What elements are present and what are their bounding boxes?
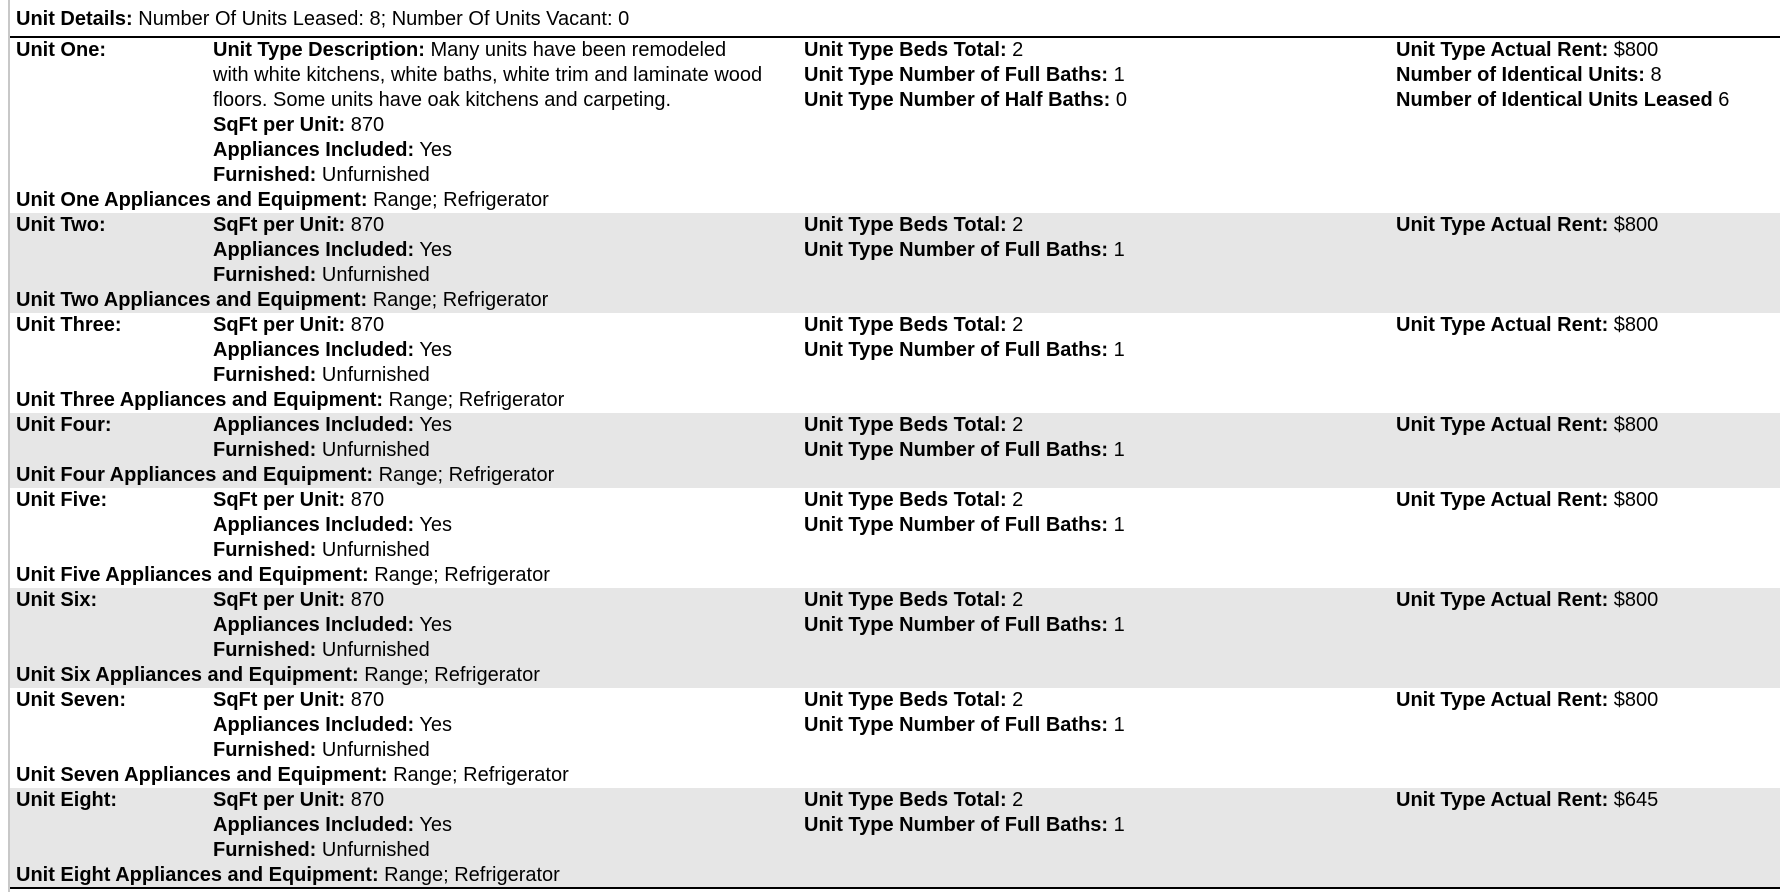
rent-value: $800: [1613, 39, 1659, 61]
sqft-line: [213, 688, 803, 713]
rent-line: [1396, 38, 1729, 63]
equipment-label: Unit Four Appliances and Equipment:: [16, 464, 374, 486]
rent-label: Unit Type Actual Rent:: [1396, 414, 1609, 436]
furnished-value: Unfurnished: [321, 264, 430, 286]
furnished-label: Furnished:: [213, 264, 317, 286]
appliances-line: [213, 338, 803, 363]
equipment-value: Range; Refrigerator: [388, 389, 565, 411]
unit-name: Unit Five:: [16, 489, 108, 511]
full-baths-label: Unit Type Number of Full Baths:: [804, 814, 1109, 836]
beds-label: Unit Type Beds Total:: [804, 414, 1007, 436]
furnished-line: [213, 363, 803, 388]
beds-label: Unit Type Beds Total:: [804, 789, 1007, 811]
bottom-divider: [10, 887, 1780, 889]
furnished-value: Unfurnished: [321, 739, 430, 761]
sqft-label: SqFt per Unit:: [213, 114, 346, 136]
full-baths-value: 1: [1113, 614, 1125, 636]
half-baths-label: Unit Type Number of Half Baths:: [804, 89, 1111, 111]
rent-value: $800: [1613, 689, 1659, 711]
rent-value: $800: [1613, 489, 1659, 511]
equipment-line: [10, 463, 1780, 488]
equipment-line: [10, 763, 1780, 788]
furnished-value: Unfurnished: [321, 364, 430, 386]
sqft-label: SqFt per Unit:: [213, 214, 346, 236]
equipment-label: Unit Eight Appliances and Equipment:: [16, 864, 379, 886]
full-baths-value: 1: [1113, 239, 1125, 261]
appliances-value: Yes: [419, 714, 452, 736]
beds-line: [804, 788, 1125, 813]
unit-details-text: Number Of Units Leased: 8; Number Of Units Vacant: 0: [138, 8, 630, 30]
beds-label: Unit Type Beds Total:: [804, 589, 1007, 611]
furnished-value: Unfurnished: [321, 639, 430, 661]
equipment-line: [10, 663, 1780, 688]
appliances-line: [213, 413, 803, 438]
rent-value: $645: [1613, 789, 1659, 811]
full-baths-line: [804, 238, 1125, 263]
sqft-line: [213, 313, 803, 338]
equipment-label: Unit Two Appliances and Equipment:: [16, 289, 368, 311]
unit-block-2: [10, 213, 1780, 313]
beds-label: Unit Type Beds Total:: [804, 489, 1007, 511]
sqft-value: 870: [350, 689, 385, 711]
appliances-value: Yes: [419, 414, 452, 436]
sqft-value: 870: [350, 314, 385, 336]
identical-leased-line: [1396, 88, 1729, 113]
sqft-value: 870: [350, 214, 385, 236]
sqft-line: [213, 588, 803, 613]
appliances-line: [213, 713, 803, 738]
rent-label: Unit Type Actual Rent:: [1396, 314, 1609, 336]
rent-line: [1396, 588, 1658, 613]
full-baths-value: 1: [1113, 714, 1125, 736]
unit-block-4: [10, 413, 1780, 488]
appliances-label: Appliances Included:: [213, 814, 415, 836]
type-desc-label: Unit Type Description:: [213, 39, 425, 61]
rent-line: [1396, 488, 1658, 513]
beds-line: [804, 213, 1125, 238]
appliances-label: Appliances Included:: [213, 239, 415, 261]
unit-block-6: [10, 588, 1780, 688]
beds-line: [804, 488, 1125, 513]
sqft-value: 870: [350, 589, 385, 611]
equipment-line: [10, 863, 1780, 888]
sqft-value: 870: [350, 114, 385, 136]
rent-label: Unit Type Actual Rent:: [1396, 589, 1609, 611]
beds-line: [804, 688, 1125, 713]
rent-line: [1396, 413, 1658, 438]
full-baths-label: Unit Type Number of Full Baths:: [804, 64, 1109, 86]
sqft-label: SqFt per Unit:: [213, 489, 346, 511]
rent-line: [1396, 688, 1658, 713]
equipment-label: Unit Three Appliances and Equipment:: [16, 389, 384, 411]
furnished-value: Unfurnished: [321, 539, 430, 561]
rent-line: [1396, 313, 1658, 338]
furnished-line: [213, 538, 803, 563]
beds-label: Unit Type Beds Total:: [804, 689, 1007, 711]
equipment-value: Range; Refrigerator: [364, 664, 540, 686]
appliances-label: Appliances Included:: [213, 514, 415, 536]
beds-label: Unit Type Beds Total:: [804, 214, 1007, 236]
rent-value: $800: [1613, 314, 1659, 336]
full-baths-label: Unit Type Number of Full Baths:: [804, 514, 1109, 536]
appliances-value: Yes: [419, 614, 452, 636]
full-baths-line: [804, 63, 1127, 88]
full-baths-line: [804, 338, 1125, 363]
appliances-label: Appliances Included:: [213, 714, 415, 736]
full-baths-label: Unit Type Number of Full Baths:: [804, 239, 1109, 261]
unit-block-8: [10, 788, 1780, 888]
furnished-value: Unfurnished: [321, 439, 430, 461]
beds-label: Unit Type Beds Total:: [804, 39, 1007, 61]
unit-details-label: Unit Details:: [16, 8, 133, 30]
beds-value: 2: [1012, 489, 1024, 511]
identical-line: [1396, 63, 1729, 88]
appliances-value: Yes: [419, 239, 452, 261]
sqft-label: SqFt per Unit:: [213, 789, 346, 811]
furnished-line: [213, 438, 803, 463]
beds-value: 2: [1012, 214, 1024, 236]
appliances-line: [213, 513, 803, 538]
rent-line: [1396, 788, 1658, 813]
furnished-label: Furnished:: [213, 164, 317, 186]
unit-name: Unit Eight:: [16, 789, 118, 811]
sqft-value: 870: [350, 489, 385, 511]
equipment-line: [10, 188, 1780, 213]
identical-label: Number of Identical Units:: [1396, 64, 1645, 86]
appliances-value: Yes: [419, 139, 452, 161]
furnished-label: Furnished:: [213, 639, 317, 661]
rent-label: Unit Type Actual Rent:: [1396, 689, 1609, 711]
furnished-label: Furnished:: [213, 839, 317, 861]
appliances-label: Appliances Included:: [213, 139, 415, 161]
unit-name: Unit Six:: [16, 589, 98, 611]
equipment-value: Range; Refrigerator: [393, 764, 569, 786]
furnished-label: Furnished:: [213, 539, 317, 561]
unit-name: Unit Two:: [16, 214, 106, 236]
sqft-label: SqFt per Unit:: [213, 314, 346, 336]
full-baths-label: Unit Type Number of Full Baths:: [804, 714, 1109, 736]
type-desc-line-1: Many units have been remodeled: [430, 39, 727, 61]
full-baths-line: [804, 813, 1125, 838]
equipment-label: Unit One Appliances and Equipment:: [16, 189, 368, 211]
units-list: [10, 38, 1780, 888]
appliances-value: Yes: [419, 514, 452, 536]
unit-name: Unit Three:: [16, 314, 122, 336]
rent-line: [1396, 213, 1658, 238]
appliances-label: Appliances Included:: [213, 414, 415, 436]
equipment-label: Unit Five Appliances and Equipment:: [16, 564, 369, 586]
full-baths-value: 1: [1113, 514, 1125, 536]
appliances-line: [213, 138, 803, 163]
unit-block-3: [10, 313, 1780, 413]
appliances-value: Yes: [419, 814, 452, 836]
half-baths-line: [804, 88, 1127, 113]
furnished-label: Furnished:: [213, 439, 317, 461]
appliances-label: Appliances Included:: [213, 614, 415, 636]
beds-label: Unit Type Beds Total:: [804, 314, 1007, 336]
full-baths-label: Unit Type Number of Full Baths:: [804, 439, 1109, 461]
beds-line: [804, 313, 1125, 338]
beds-value: 2: [1012, 314, 1024, 336]
rent-label: Unit Type Actual Rent:: [1396, 489, 1609, 511]
furnished-line: [213, 163, 803, 188]
beds-value: 2: [1012, 689, 1024, 711]
rent-value: $800: [1613, 589, 1659, 611]
rent-label: Unit Type Actual Rent:: [1396, 39, 1609, 61]
equipment-value: Range; Refrigerator: [384, 864, 560, 886]
unit-block-7: [10, 688, 1780, 788]
full-baths-line: [804, 513, 1125, 538]
full-baths-value: 1: [1113, 64, 1125, 86]
full-baths-value: 1: [1113, 814, 1125, 836]
equipment-line: [10, 388, 1780, 413]
unit-type-description: [213, 38, 803, 113]
beds-value: 2: [1012, 39, 1024, 61]
half-baths-value: 0: [1115, 89, 1127, 111]
beds-value: 2: [1012, 789, 1024, 811]
full-baths-value: 1: [1113, 439, 1125, 461]
sqft-label: SqFt per Unit:: [213, 689, 346, 711]
equipment-value: Range; Refrigerator: [378, 464, 555, 486]
sqft-label: SqFt per Unit:: [213, 589, 346, 611]
sqft-value: 870: [350, 789, 385, 811]
equipment-line: [10, 288, 1780, 313]
furnished-label: Furnished:: [213, 739, 317, 761]
full-baths-line: [804, 713, 1125, 738]
beds-line: [804, 413, 1125, 438]
furnished-line: [213, 638, 803, 663]
furnished-line: [213, 738, 803, 763]
unit-name: Unit One:: [16, 39, 106, 61]
equipment-line: [10, 563, 1780, 588]
sqft-line: [213, 488, 803, 513]
unit-block-5: [10, 488, 1780, 588]
equipment-label: Unit Six Appliances and Equipment:: [16, 664, 359, 686]
type-desc-line-2: with white kitchens, white baths, white trim and laminate wood: [213, 64, 763, 86]
full-baths-line: [804, 613, 1125, 638]
type-desc-line-3: floors. Some units have oak kitchens and carpeting.: [213, 89, 672, 111]
appliances-line: [213, 238, 803, 263]
identical-value: 8: [1650, 64, 1662, 86]
unit-name: Unit Four:: [16, 414, 112, 436]
equipment-value: Range; Refrigerator: [372, 289, 549, 311]
furnished-line: [213, 263, 803, 288]
rent-value: $800: [1613, 414, 1659, 436]
rent-label: Unit Type Actual Rent:: [1396, 789, 1609, 811]
appliances-value: Yes: [419, 339, 452, 361]
furnished-value: Unfurnished: [321, 839, 430, 861]
appliances-label: Appliances Included:: [213, 339, 415, 361]
sqft-line: [213, 213, 803, 238]
full-baths-line: [804, 438, 1125, 463]
beds-line: [804, 588, 1125, 613]
sqft-line: [213, 113, 803, 138]
identical-leased-value: 6: [1718, 89, 1730, 111]
furnished-label: Furnished:: [213, 364, 317, 386]
full-baths-value: 1: [1113, 339, 1125, 361]
unit-block-1: [10, 38, 1780, 213]
equipment-value: Range; Refrigerator: [373, 189, 549, 211]
identical-leased-label: Number of Identical Units Leased: [1396, 89, 1713, 111]
beds-value: 2: [1012, 414, 1024, 436]
unit-details-summary: [16, 7, 629, 32]
appliances-line: [213, 813, 803, 838]
furnished-value: Unfurnished: [321, 164, 430, 186]
equipment-label: Unit Seven Appliances and Equipment:: [16, 764, 388, 786]
beds-value: 2: [1012, 589, 1024, 611]
furnished-line: [213, 838, 803, 863]
sqft-line: [213, 788, 803, 813]
full-baths-label: Unit Type Number of Full Baths:: [804, 614, 1109, 636]
beds-line: [804, 38, 1127, 63]
appliances-line: [213, 613, 803, 638]
unit-name: Unit Seven:: [16, 689, 127, 711]
equipment-value: Range; Refrigerator: [374, 564, 550, 586]
full-baths-label: Unit Type Number of Full Baths:: [804, 339, 1109, 361]
rent-value: $800: [1613, 214, 1659, 236]
rent-label: Unit Type Actual Rent:: [1396, 214, 1609, 236]
